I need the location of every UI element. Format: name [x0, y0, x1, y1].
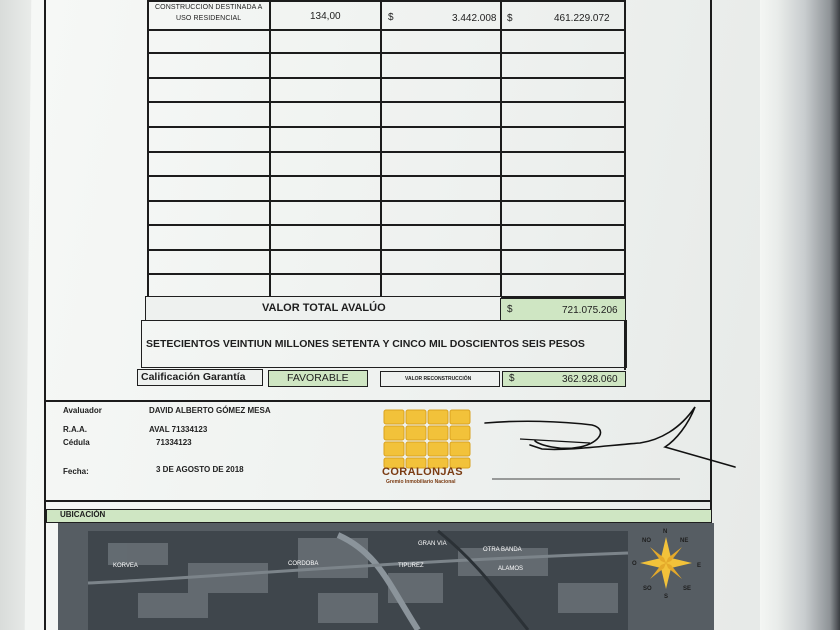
location-header: UBICACIÓN [60, 510, 106, 519]
company-tagline: Gremio Inmobiliario Nacional [386, 479, 456, 485]
table-row-line [147, 126, 626, 128]
row1-unit-value: 3.442.008 [452, 13, 497, 24]
total-currency: $ [507, 304, 513, 315]
compass-ne: NE [680, 538, 689, 544]
table-row-line [147, 0, 626, 2]
handwritten-signature [480, 385, 740, 485]
row1-area: 134,00 [310, 11, 341, 22]
total-label: VALOR TOTAL AVALÚO [262, 302, 386, 314]
company-name: CORALONJAS [382, 466, 464, 478]
raa-label: R.A.A. [63, 425, 87, 434]
row1-total: 461.229.072 [554, 13, 610, 24]
frame-left-border [44, 0, 46, 630]
guarantee-value: FAVORABLE [287, 372, 349, 384]
appraiser-name: DAVID ALBERTO GÓMEZ MESA [149, 406, 271, 415]
row1-currency-2: $ [507, 13, 513, 24]
table-col-divider-2 [380, 0, 382, 296]
table-row-line [147, 175, 626, 177]
date-label: Fecha: [63, 467, 89, 476]
company-logo [378, 408, 486, 488]
compass-s: S [664, 594, 669, 600]
background-right [760, 0, 840, 630]
id-label: Cédula [63, 438, 90, 447]
table-row-line [147, 77, 626, 79]
compass-se: SE [683, 586, 692, 592]
compass-e: E [697, 563, 702, 569]
map-label: GRAN VIA [418, 541, 447, 547]
amount-in-words: SETECIENTOS VEINTIUN MILLONES SETENTA Y CINCO MIL DOSCIENTOS SEIS PESOS [146, 338, 585, 350]
table-left-edge [147, 0, 149, 296]
table-col-divider-3 [500, 0, 502, 320]
compass-so: SO [643, 586, 652, 592]
reconstruction-label: VALOR RECONSTRUCCIÓN [405, 376, 472, 382]
map-image [58, 523, 714, 630]
reconstruction-value: 362.928.060 [562, 374, 618, 385]
table-row-line [147, 200, 626, 202]
appraiser-section-bottom [46, 500, 712, 502]
table-row-line [147, 273, 626, 275]
row1-currency-1: $ [388, 12, 394, 23]
map-label: KORVEA [113, 563, 138, 569]
guarantee-label: Calificación Garantía [141, 371, 246, 383]
table-row-line [147, 224, 626, 226]
map-label: CORDOBA [288, 561, 319, 567]
row1-description-line1: CONSTRUCCION DESTINADA A [155, 4, 263, 11]
table-row-line [147, 151, 626, 153]
compass-no: NO [642, 538, 651, 544]
reconstruction-currency: $ [509, 373, 515, 384]
total-amount: 721.075.206 [562, 305, 618, 316]
map-label: OTRA BANDA [483, 547, 522, 553]
row1-description-line2: USO RESIDENCIAL [176, 15, 242, 22]
table-col-divider-1 [269, 0, 271, 296]
compass-n: N [663, 529, 668, 535]
table-row-line [147, 52, 626, 54]
raa-value: AVAL 71334123 [149, 425, 208, 434]
appraiser-label: Avaluador [63, 406, 102, 415]
location-header-bar [46, 509, 712, 523]
compass-o: O [632, 561, 637, 567]
id-value: 71334123 [156, 438, 192, 447]
map-label: ALAMOS [498, 566, 524, 572]
table-row-line [147, 29, 626, 31]
table-row-line [147, 249, 626, 251]
location-map [58, 523, 714, 630]
table-row-line [147, 101, 626, 103]
map-label: TIPUREZ [398, 563, 424, 569]
date-value: 3 DE AGOSTO DE 2018 [156, 465, 244, 474]
